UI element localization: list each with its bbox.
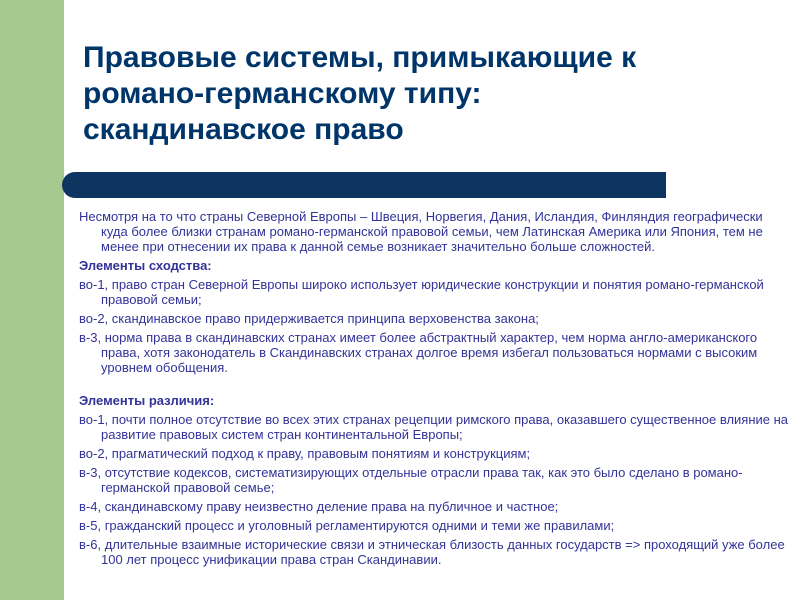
list-item: во-2, прагматический подход к праву, правовым понятиям и конструкциям; — [79, 446, 531, 461]
list-item: в-4, скандинавскому праву неизвестно деление права на публичное и частное; — [79, 499, 559, 514]
list-item: во-2, скандинавское право придерживается принципа верховенства закона; — [79, 311, 539, 326]
slide-title — [83, 40, 773, 148]
differences-heading: Элементы различия: — [79, 393, 215, 408]
list-item: в-3, отсутствие кодексов, систематизирующих отдельные отрасли права так, как это было сделано в романо-германской правовой семье; — [79, 465, 743, 495]
intro-paragraph: Несмотря на то что страны Северной Европы – Швеция, Норвегия, Дания, Исландия, Финляндия географически куда более близки странам романо-германской правовой семьи, чем Латинская Америка или Япония, тем не менее при отнесении их права к данной семье возникает значительно больше сложностей. — [79, 209, 763, 254]
title-line: скандинавское право — [83, 113, 404, 146]
list-item: в-5, гражданский процесс и уголовный регламентируются одними и теми же правилами; — [79, 518, 615, 533]
title-line: Правовые системы, примыкающие к — [83, 41, 637, 74]
similarities-heading: Элементы сходства: — [79, 258, 212, 273]
slide-body — [79, 209, 791, 571]
title-line: романо-германскому типу: — [83, 77, 482, 110]
list-item: во-1, право стран Северной Европы широко использует юридические конструкции и понятия романо-германской правовой семьи; — [79, 277, 764, 307]
list-item: в-6, длительные взаимные исторические связи и этническая близость данных государств => проходящий уже более 100 лет процесс унификации права стран Скандинавии. — [79, 537, 785, 567]
list-item: в-3, норма права в скандинавских странах имеет более абстрактный характер, чем норма англо-американского права, хотя законодатель в Скандинавских странах долгое время избегал пользоваться нормами с высоким уровнем обобщения. — [79, 330, 758, 375]
title-divider-bar — [62, 172, 666, 198]
spacer — [79, 379, 791, 393]
list-item: во-1, почти полное отсутствие во всех этих странах рецепции римского права, оказавшего существенное влияние на развитие правовых систем стран континентальной Европы; — [79, 412, 789, 442]
